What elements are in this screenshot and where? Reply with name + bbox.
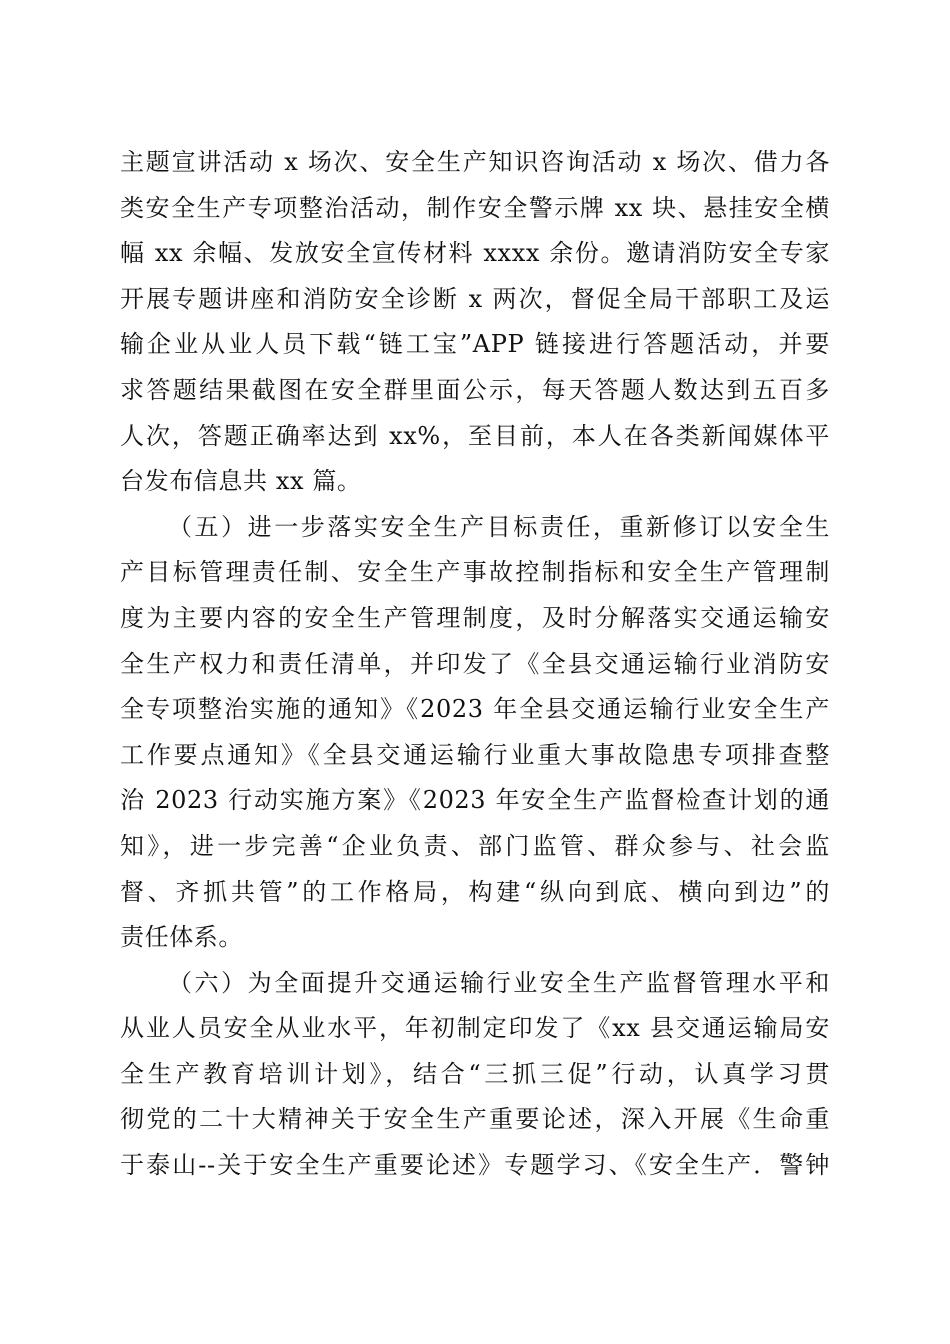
text-line: 全专项整治实施的通知》《2023 年全县交通运输行业安全生产: [120, 695, 830, 724]
text-line: 责任体系。: [120, 923, 243, 952]
text-line: 治 2023 行动实施方案》《2023 年安全生产监督检查计划的通: [120, 786, 830, 815]
text-line: 主题宣讲活动 x 场次、安全生产知识咨询活动 x 场次、借力各: [120, 148, 830, 176]
text-line: 产目标管理责任制、安全生产事故控制指标和安全生产管理制: [120, 558, 830, 587]
text-line: 输企业从业人员下载“链工宝”APP 链接进行答题活动，并要: [120, 330, 830, 359]
paragraph-1: [120, 140, 830, 505]
text-line: （六）为全面提升交通运输行业安全生产监督管理水平和: [168, 968, 830, 997]
text-line: 类安全生产专项整治活动，制作安全警示牌 xx 块、悬挂安全横: [120, 193, 830, 222]
text-line: 知》，进一步完善“企业负责、部门监管、群众参与、社会监: [120, 831, 830, 860]
paragraph-2: [120, 505, 830, 961]
text-line: 求答题结果截图在安全群里面公示，每天答题人数达到五百多: [120, 375, 830, 404]
text-line: 督、齐抓共管”的工作格局，构建“纵向到底、横向到边”的: [120, 877, 830, 906]
document-body: [120, 140, 830, 1189]
text-line: 全生产权力和责任清单，并印发了《全县交通运输行业消防安: [120, 649, 830, 678]
paragraph-3: [120, 961, 830, 1189]
text-line: 于泰山--关于安全生产重要论述》专题学习、《安全生产．警钟: [120, 1151, 830, 1180]
text-line: 幅 xx 余幅、发放安全宣传材料 xxxx 余份。邀请消防安全专家: [120, 239, 830, 268]
text-line: 台发布信息共 xx 篇。: [120, 467, 362, 496]
text-line: （五）进一步落实安全生产目标责任，重新修订以安全生: [168, 512, 830, 541]
text-line: 人次，答题正确率达到 xx%，至目前，本人在各类新闻媒体平: [120, 421, 830, 450]
text-line: 彻党的二十大精神关于安全生产重要论述，深入开展《生命重: [120, 1105, 830, 1134]
text-line: 度为主要内容的安全生产管理制度，及时分解落实交通运输安: [120, 603, 830, 632]
text-line: 从业人员安全从业水平，年初制定印发了《xx 县交通运输局安: [120, 1014, 830, 1043]
text-line: 开展专题讲座和消防安全诊断 x 两次，督促全局干部职工及运: [120, 284, 830, 313]
text-line: 工作要点通知》《全县交通运输行业重大事故隐患专项排查整: [120, 740, 830, 769]
text-line: 全生产教育培训计划》，结合“三抓三促”行动，认真学习贯: [120, 1059, 830, 1088]
